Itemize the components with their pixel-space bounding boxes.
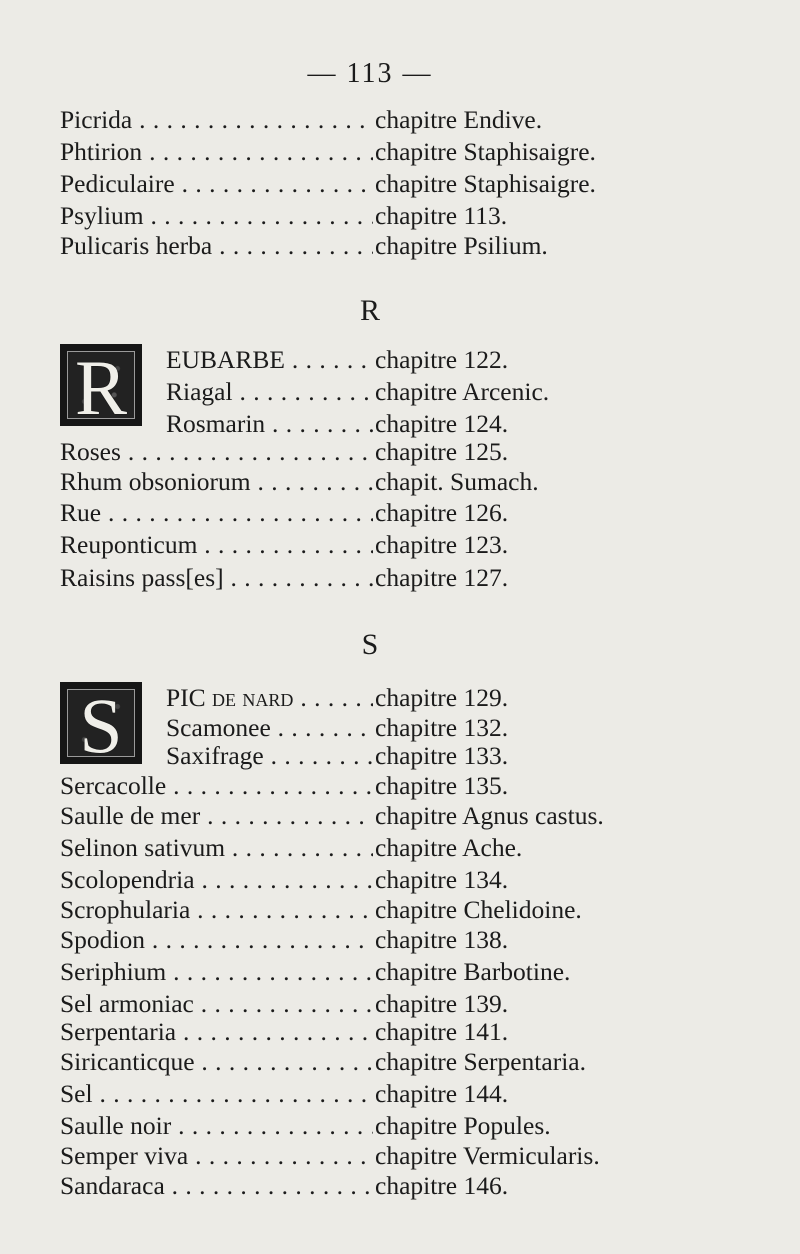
entry-reference: chapitre Agnus castus.: [375, 801, 604, 830]
index-entry: [60, 894, 760, 926]
index-entry: [60, 1046, 760, 1078]
entry-term: Pediculaire . . .: [60, 168, 373, 200]
index-entry: [60, 466, 760, 498]
index-entry: [60, 1170, 760, 1202]
index-entry: [60, 1140, 760, 1172]
initial-letter: S: [79, 682, 123, 769]
index-entry: [60, 436, 760, 468]
entry-reference: chapitre Arcenic.: [375, 377, 550, 406]
entry-reference: chapitre 139.: [375, 989, 509, 1018]
entry-term: Reuponticum . . .: [60, 529, 373, 561]
initial-letter: R: [74, 344, 128, 431]
entry-reference: chapitre 144.: [375, 1079, 509, 1108]
index-entry: [60, 344, 760, 376]
index-entry: [60, 104, 760, 136]
entry-reference: chapitre 146.: [375, 1171, 509, 1200]
entry-reference: chapitre 113.: [375, 201, 508, 230]
entry-term: Pulicaris herba . . .: [60, 230, 373, 262]
entry-reference: chapitre Psilium.: [375, 231, 548, 260]
entry-reference: chapitre 127.: [375, 563, 509, 592]
entry-reference: chapitre Vermicularis.: [375, 1141, 600, 1170]
entry-reference: chapitre Serpentaria.: [375, 1047, 586, 1076]
entry-term: Riagal . . .: [166, 376, 373, 408]
entry-term: Saulle noir . . .: [60, 1110, 373, 1142]
index-entry: [60, 1078, 760, 1110]
index-entry: [60, 529, 760, 561]
entry-term: Siricanticque . . .: [60, 1046, 373, 1078]
index-entry: [60, 562, 760, 594]
entry-reference: chapitre 132.: [375, 713, 509, 742]
entry-term: Roses . . .: [60, 436, 373, 468]
entry-term: Saxifrage . . .: [166, 740, 373, 772]
entry-reference: chapitre 141.: [375, 1017, 509, 1046]
entry-term: EUBARBE . . .: [166, 344, 373, 376]
entry-reference: chapitre 135.: [375, 771, 509, 800]
entry-reference: chapitre Chelidoine.: [375, 895, 582, 924]
entry-reference: chapitre 122.: [375, 345, 509, 374]
entry-reference: chapit. Sumach.: [375, 467, 539, 496]
page-number: — 113 —: [307, 58, 433, 89]
section-letter-s: S: [361, 628, 379, 661]
index-entry: [60, 1110, 760, 1142]
entry-term: Sandaraca . . .: [60, 1170, 373, 1202]
entry-term: Psylium . . .: [60, 200, 373, 232]
entry-term: Raisins pass[es] . . .: [60, 562, 373, 594]
index-entry: [60, 1016, 760, 1048]
entry-term: Scrophularia . . .: [60, 894, 373, 926]
entry-reference: chapitre 129.: [375, 683, 509, 712]
entry-term: Sercacolle . . .: [60, 770, 373, 802]
section-letter-r: R: [359, 294, 380, 327]
index-entry: [60, 168, 760, 200]
index-entry: [60, 200, 760, 232]
index-entry: [60, 924, 760, 956]
entry-term: Seriphium . . .: [60, 956, 373, 988]
index-entry: [60, 864, 760, 896]
entry-term: Sel armoniac . . .: [60, 988, 373, 1020]
entry-reference: chapitre 125.: [375, 437, 509, 466]
entry-term-text: PIC de nard: [166, 683, 294, 712]
entry-reference: chapitre Popules.: [375, 1111, 551, 1140]
entry-reference: chapitre 133.: [375, 741, 509, 770]
entry-term: Rhum obsoniorum . . .: [60, 466, 373, 498]
entry-reference: chapitre Staphisaigre.: [375, 169, 596, 198]
index-entry: [60, 230, 760, 262]
entry-term: Rosmarin . . .: [166, 408, 373, 440]
entry-reference: chapitre 134.: [375, 865, 509, 894]
entry-reference: chapitre Staphisaigre.: [375, 137, 596, 166]
index-entry: [60, 800, 760, 832]
entry-reference: chapitre Ache.: [375, 833, 523, 862]
index-entry: [60, 682, 760, 714]
index-entry: [60, 956, 760, 988]
entry-reference: chapitre Barbotine.: [375, 957, 571, 986]
entry-term: [166, 682, 373, 714]
entry-term: Scolopendria . . .: [60, 864, 373, 896]
entry-reference: chapitre Endive.: [375, 105, 543, 134]
index-entry: [60, 136, 760, 168]
entry-term: Rue . . .: [60, 497, 373, 529]
index-entry: [60, 770, 760, 802]
entry-term: Saulle de mer . . .: [60, 800, 373, 832]
entry-reference: chapitre 138.: [375, 925, 509, 954]
entry-term: Spodion . . .: [60, 924, 373, 956]
index-entry: [60, 832, 760, 864]
entry-term: Sel . . .: [60, 1078, 373, 1110]
entry-term: Semper viva . . .: [60, 1140, 373, 1172]
entry-term: Serpentaria . . .: [60, 1016, 373, 1048]
entry-term: Selinon sativum . . .: [60, 832, 373, 864]
entry-term: Scamonee . . .: [166, 712, 373, 744]
index-entry: [60, 376, 760, 408]
entry-term: Picrida . . .: [60, 104, 373, 136]
entry-reference: chapitre 124.: [375, 409, 509, 438]
index-entry: [60, 740, 760, 772]
entry-term: Phtirion . . .: [60, 136, 373, 168]
entry-reference: chapitre 126.: [375, 498, 509, 527]
entry-reference: chapitre 123.: [375, 530, 509, 559]
index-entry: [60, 497, 760, 529]
